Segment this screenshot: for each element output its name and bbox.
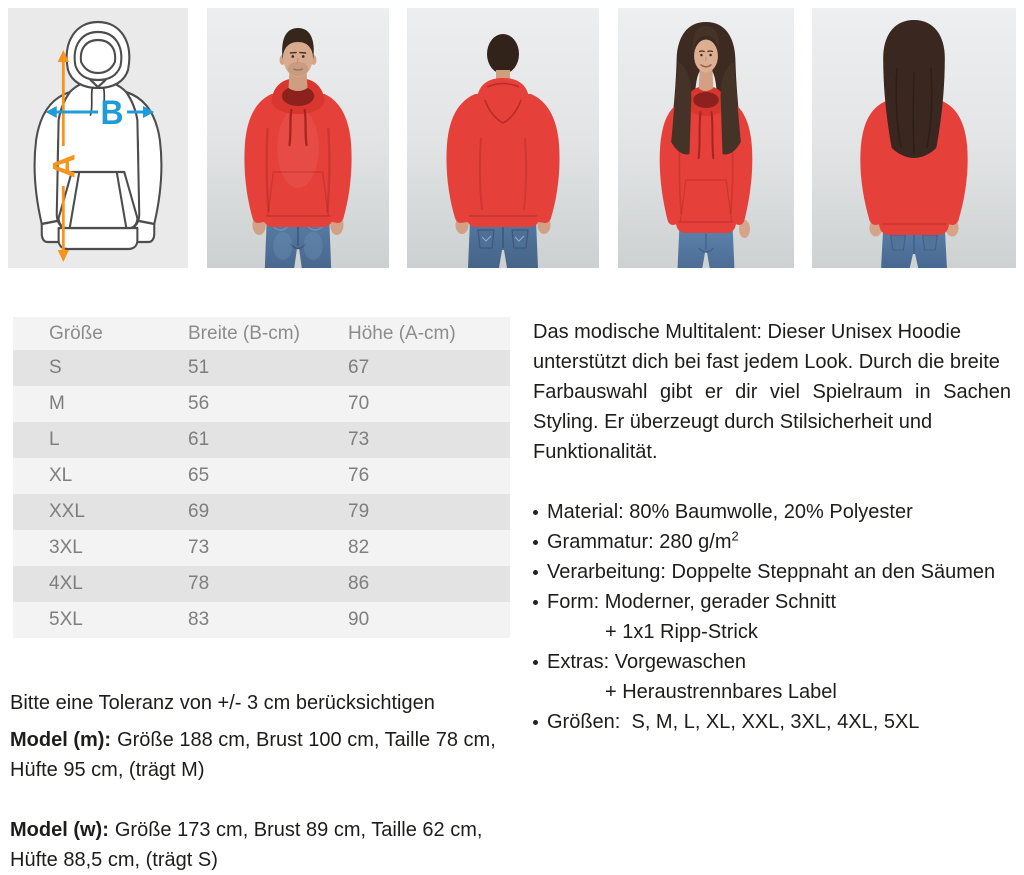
model-w-text: Größe 173 cm, Brust 89 cm, Taille 62 cm, Hüfte 88,5 cm, (trägt S)	[10, 819, 483, 871]
description-line: Styling. Er überzeugt durch Stilsicherheit und	[533, 411, 933, 433]
size-column-header: Größe	[13, 317, 152, 350]
size-table	[13, 317, 510, 638]
photo-female-back[interactable]	[812, 8, 1016, 268]
size-table-cell: 86	[348, 573, 370, 594]
feature-text: Extras: Vorgewaschen	[547, 651, 746, 673]
description-line: Das modische Multitalent: Dieser Unisex Hoodie	[533, 321, 961, 343]
size-column-header: Höhe (A-cm)	[312, 317, 510, 350]
model-w-label: Model (w):	[10, 819, 109, 841]
feature-text: Grammatur: 280 g/m	[547, 531, 732, 553]
size-table-cell: 69	[188, 501, 210, 522]
model-m-text: Größe 188 cm, Brust 100 cm, Taille 78 cm, Hüfte 95 cm, (trägt M)	[10, 729, 496, 781]
feature-item	[533, 497, 1011, 527]
size-table-cell: 79	[348, 501, 370, 522]
feature-subline: + 1x1 Ripp-Strick	[605, 621, 758, 643]
feature-item	[533, 647, 1011, 707]
photo-male-back[interactable]	[407, 8, 599, 268]
male-front-photo	[207, 8, 389, 268]
model-m-note	[10, 725, 515, 785]
feature-item	[533, 557, 1011, 587]
feature-text: Material: 80% Baumwolle, 20% Polyester	[547, 501, 913, 523]
size-table-cell: 70	[348, 393, 370, 414]
product-gallery	[8, 8, 1016, 268]
size-table-row	[13, 530, 510, 566]
size-table-cell: 67	[348, 357, 370, 378]
size-table-row	[13, 566, 510, 602]
size-table-row	[13, 386, 510, 422]
model-m-label: Model (m):	[10, 729, 112, 751]
description-line: unterstützt dich bei fast jedem Look. Durch die breite	[533, 351, 1000, 373]
size-table-body	[13, 350, 510, 638]
size-table-cell: 76	[348, 465, 370, 486]
hoodie-measurement-diagram	[8, 8, 188, 268]
size-table-cell: 73	[188, 537, 210, 558]
feature-item	[533, 527, 1011, 557]
tolerance-note: Bitte eine Toleranz von +/- 3 cm berücksichtigen	[10, 692, 435, 714]
height-arrow-label: A	[45, 153, 82, 179]
photo-female-front[interactable]	[618, 8, 794, 268]
size-table-cell: M	[49, 393, 65, 414]
size-table-row	[13, 458, 510, 494]
size-table-cell: 4XL	[49, 573, 83, 594]
feature-list	[533, 497, 1011, 737]
size-table-cell: 51	[188, 357, 210, 378]
size-table-cell: 5XL	[49, 609, 83, 630]
female-back-photo	[812, 8, 1016, 268]
model-w-note	[10, 815, 515, 875]
feature-item	[533, 707, 1011, 737]
size-table-cell: XL	[49, 465, 73, 486]
feature-superscript: 2	[731, 528, 739, 544]
width-arrow-label: B	[100, 92, 124, 132]
feature-text: Form: Moderner, gerader Schnitt	[547, 591, 837, 613]
male-back-photo	[407, 8, 599, 268]
size-table-cell: 56	[188, 393, 210, 414]
size-table-cell: 90	[348, 609, 370, 630]
description-line: Farbauswahl gibt er dir viel Spielraum in Sachen	[533, 381, 1011, 403]
photo-male-front[interactable]	[207, 8, 389, 268]
feature-subline: + Heraustrennbares Label	[605, 681, 837, 703]
size-table-row	[13, 350, 510, 386]
size-table-row	[13, 602, 510, 638]
size-table-cell: 83	[188, 609, 210, 630]
description-line: Funktionalität.	[533, 441, 658, 463]
feature-item	[533, 587, 1011, 647]
feature-text: Größen: S, M, L, XL, XXL, 3XL, 4XL, 5XL	[547, 711, 920, 733]
size-table-cell: S	[49, 357, 62, 378]
size-table-cell: 61	[188, 429, 210, 450]
female-front-photo	[618, 8, 794, 268]
size-table-cell: 78	[188, 573, 210, 594]
product-description-block	[533, 317, 1011, 737]
product-description	[533, 317, 1011, 467]
size-table-cell: 65	[188, 465, 210, 486]
size-column-header: Breite (B-cm)	[152, 317, 312, 350]
size-table-row	[13, 422, 510, 458]
size-table-cell: 82	[348, 537, 370, 558]
size-table-row	[13, 494, 510, 530]
size-table-cell: XXL	[49, 501, 85, 522]
size-diagram-image[interactable]	[8, 8, 188, 268]
size-table-header-row	[13, 317, 510, 350]
size-table-cell: L	[49, 429, 60, 450]
size-table-cell: 3XL	[49, 537, 83, 558]
size-table-cell: 73	[348, 429, 370, 450]
feature-text: Verarbeitung: Doppelte Steppnaht an den Säumen	[547, 561, 996, 583]
